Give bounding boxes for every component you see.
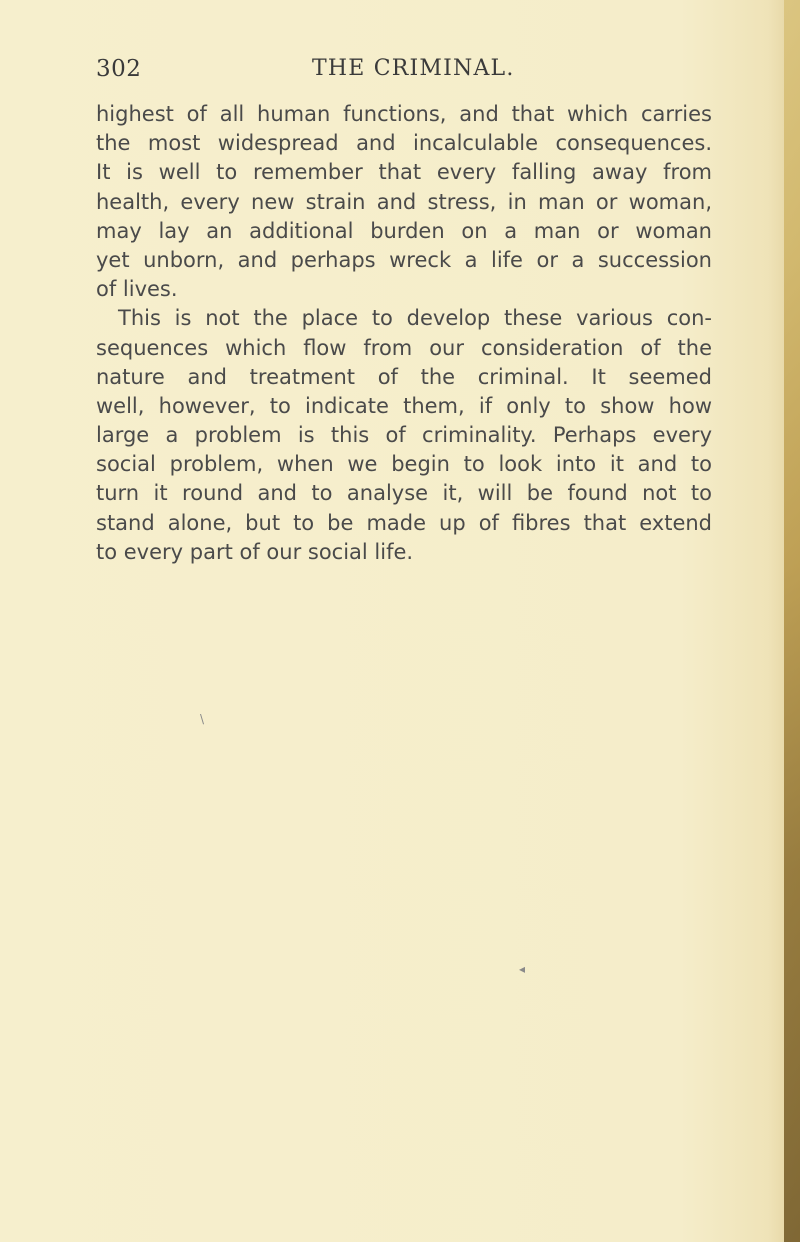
paper-speck: ◂	[519, 962, 526, 976]
text-line: to every part of our social life.	[96, 539, 414, 564]
running-head: THE CRIMINAL.	[312, 56, 515, 81]
text-line: social problem, when we begin to look into it and to	[96, 452, 712, 477]
paragraph-2	[96, 304, 712, 567]
text-line: It is well to remember that every falling away from	[96, 160, 712, 185]
page-number: 302	[96, 56, 142, 82]
text-line: nature and treatment of the criminal. It seemed	[96, 364, 712, 389]
text-line: may lay an additional burden on a man or woman	[96, 218, 712, 243]
text-line: yet unborn, and perhaps wreck a life or a succession	[96, 247, 712, 272]
text-line: well, however, to indicate them, if only to show how	[96, 393, 712, 418]
paper-speck: \	[200, 712, 205, 726]
text-line: health, every new strain and stress, in man or woman,	[96, 189, 712, 214]
text-line: turn it round and to analyse it, will be found not to	[96, 481, 712, 506]
text-line: stand alone, but to be made up of fibres that extend	[96, 510, 712, 535]
text-line: of lives.	[96, 277, 178, 302]
page-header	[96, 56, 716, 92]
text-line: large a problem is this of criminality. Perhaps every	[96, 423, 712, 448]
body-text	[96, 100, 712, 567]
text-line: This is not the place to develop these various con-	[118, 306, 712, 331]
text-line: the most widespread and incalculable consequences.	[96, 131, 712, 156]
text-line: sequences which flow from our consideration of the	[96, 335, 712, 360]
paragraph-1	[96, 100, 712, 304]
page-edge-shadow	[784, 0, 800, 1242]
text-line: highest of all human functions, and that which carries	[96, 102, 712, 126]
